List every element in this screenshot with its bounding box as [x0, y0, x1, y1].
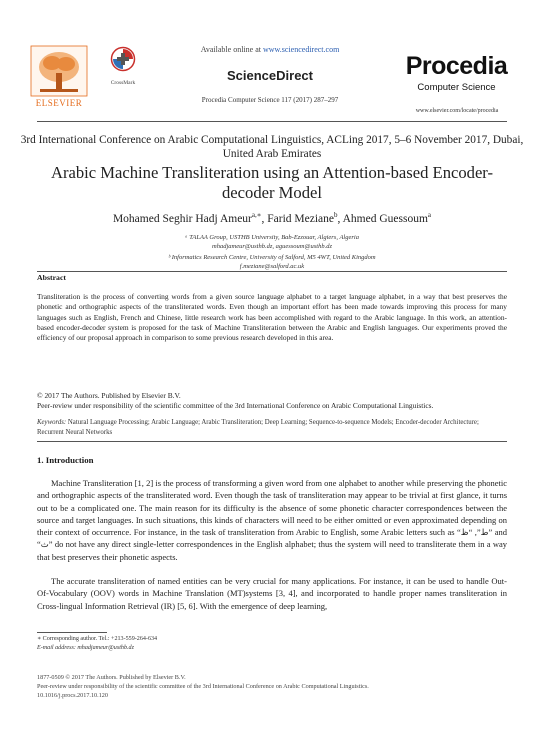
corresponding-author: ∗ Corresponding author. Tel.: +213-559-264-634 — [37, 636, 158, 642]
header-divider — [37, 121, 507, 122]
abstract-top-rule — [37, 271, 507, 272]
journal-reference: Procedia Computer Science 117 (2017) 287–297 — [201, 96, 339, 104]
journal-name: Procedia — [405, 52, 508, 80]
author-email: E-mail address: mhadjameur@usthb.dz — [37, 645, 134, 651]
abstract-bottom-rule — [37, 441, 507, 442]
author-3: , Ahmed Guessoum — [337, 212, 428, 225]
intro-paragraph-2: The accurate transliteration of named entities can be very crucial for many applications. For instance, it can be used to handle Out-Of-Vocabulary (OOV) words in Machine Translation (MT)systems [3, 4], and incorporated to handle proper names transliteration in Cross-lingual Information Retrieval (IR) [5, 6]. With the emergence of deep learning, — [37, 576, 507, 611]
affiliation-a: ᵃ TALAA Group, USTHB University, Bab-Ezzouar, Algiers, Algeria — [185, 234, 359, 241]
copyright-line: © 2017 The Authors. Published by Elsevier B.V. — [37, 391, 181, 400]
abstract-text: Transliteration is the process of converting words from a given source language alphabet to a target language alphabet, in a way that best preserves the phonetic and orthographic aspects of the transliterated words. Even though an important effort has been made towards improving this process for many languages such as English, French and Chinese, little research work has been accomplished with regard to the Arabic language. In this work, an attention-based encoder-decoder system is proposed for the task of Machine Transliteration between the Arabic and English languages. Our experiments proved the efficiency of our proposal approach in comparison to some previous research developed in this area. — [37, 292, 507, 343]
keywords-text: Natural Language Processing; Arabic Language; Arabic Transliteration; Deep Learning; Sequence-to-sequence Models; Encoder-decoder Architecture; Recurrent Neural Networks — [37, 419, 479, 436]
affiliation-b-email: f.meziane@salford.ac.uk — [239, 263, 305, 270]
journal-subtitle: Computer Science — [417, 82, 496, 93]
peer-review-line: Peer-review under responsibility of the scientific committee of the 3rd International Conference on Arabic Computational Linguistics. — [37, 401, 434, 410]
author-1-sup: a,∗ — [251, 211, 262, 219]
peer-review-footer: Peer-review under responsibility of the scientific committee of the 3rd International Conference on Arabic Computational Linguistics. — [37, 683, 369, 690]
affiliation-b: ᵇ Informatics Research Centre, University of Salford, M5 4WT, United Kingdom — [168, 254, 376, 261]
conference-name: 3rd International Conference on Arabic Computational Linguistics, ACLing 2017, 5–6 November 2017, Dubai, United Arab Emirates — [20, 134, 524, 160]
affiliation-a-email: mhadjameur@usthb.dz, aguessoum@usthb.dz — [212, 243, 332, 250]
author-2: , Farid Meziane — [261, 212, 335, 225]
paper-title: Arabic Machine Transliteration using an Attention-based Encoder-decoder Model — [50, 163, 494, 202]
author-2-sup: b — [334, 211, 338, 219]
doi-line[interactable]: 10.1016/j.procs.2017.10.120 — [37, 692, 108, 699]
issn-line: 1877-0509 © 2017 The Authors. Published by Elsevier B.V. — [37, 674, 186, 681]
keywords-label: Keywords: — [37, 419, 67, 426]
author-3-sup: a — [427, 211, 432, 219]
elsevier-tree-logo — [30, 45, 88, 105]
footnote-rule — [37, 632, 107, 633]
sciencedirect-link[interactable]: www.sciencedirect.com — [262, 45, 340, 54]
crossmark-label: CrossMark — [110, 80, 136, 86]
section-heading: 1. Introduction — [37, 455, 94, 465]
author-1: Mohamed Seghir Hadj Ameur — [112, 212, 252, 225]
available-prefix: Available online at — [200, 45, 263, 54]
journal-url[interactable]: www.elsevier.com/locate/procedia — [415, 108, 499, 114]
platform-name: ScienceDirect — [227, 68, 313, 83]
keywords — [37, 418, 507, 437]
crossmark-icon[interactable] — [110, 46, 136, 80]
abstract-heading: Abstract — [37, 273, 67, 282]
intro-paragraph-1: Machine Transliteration [1, 2] is the process of transforming a given word from one alphabet to another while preserving the phonetic and orthographic aspects of the transliterated word. Even though the task of transliteration may appear to be trivial at first glance, it turns out to be a complicated one. The main reason for its difficulty is the absence of some phonetic character correspondences between the source and target languages. In such situations, this kinds of characters will need to be either omitted or even approximated depending on their context of occurrence. For instance, in the task of transliteration from Arabic to English, some Arabic letters such as “ط”, “ظ” and “ث” do not have any direct single-letter correspondences in the English alphabet; thus the system will need to transliterate them in a way that best preserves their phonetic aspects. — [37, 478, 508, 562]
publisher-name: ELSEVIER — [35, 98, 83, 108]
author-list — [40, 211, 504, 225]
available-online-line — [155, 45, 385, 54]
